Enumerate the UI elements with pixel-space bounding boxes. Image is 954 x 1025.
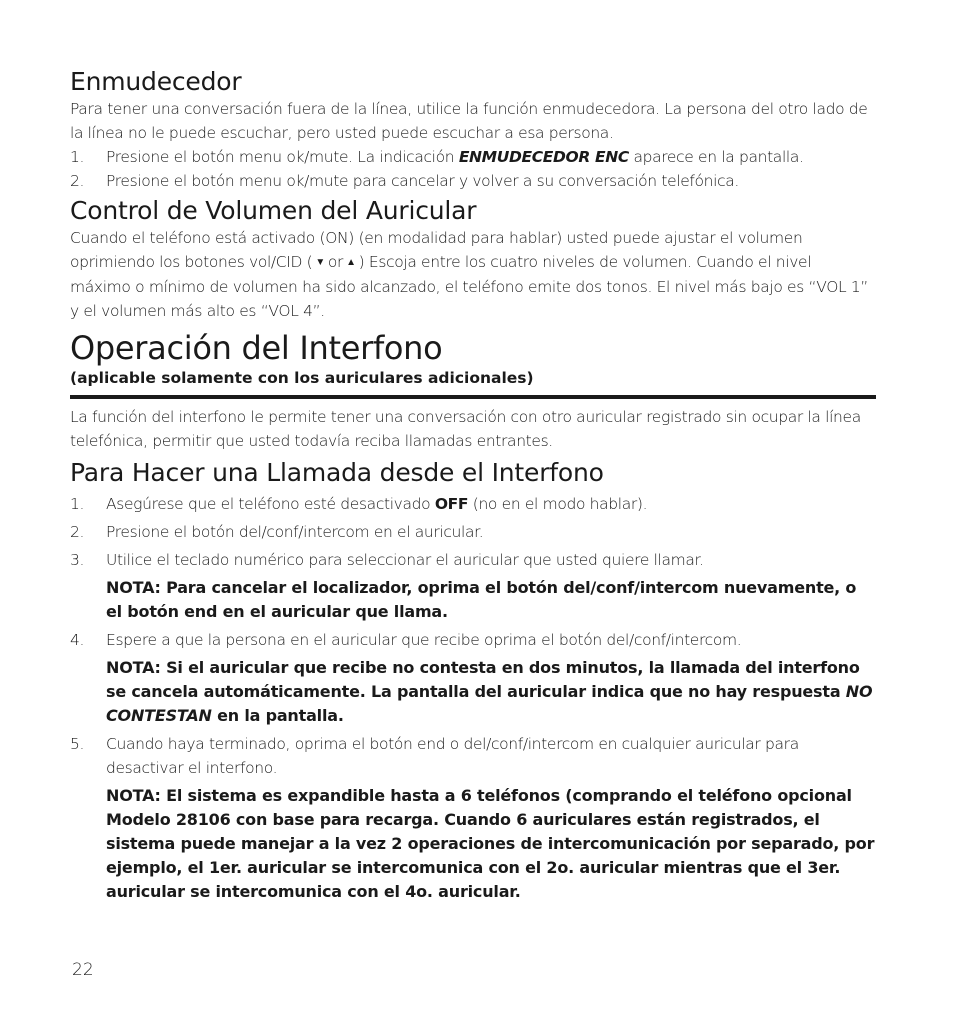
list-item: 1. Presione el botón menu ok/mute. La indicación ENMUDECEDOR ENC aparece en la pantalla. bbox=[70, 148, 804, 166]
list-item: 5. Cuando haya terminado, oprima el botón end o del/conf/intercom en cualquier auricular para desactivar el interfono. NOTA: El sistema es expandible hasta a 6 teléfonos (comprando el teléfono opcional Modelo 28106 con base para recarga. Cuando 6 auriculares están registrados, el sistema puede manejar a la vez 2 operaciones de intercomunicación por separado, por ejemplo, el 1er. auricular se intercomunica con el 2o. auricular mientras que el 3er. auricular se intercomunica con el 4o. auricular. bbox=[70, 732, 876, 904]
display-indicator: ENMUDECEDOR ENC bbox=[458, 148, 629, 166]
enmudecedor-steps bbox=[70, 145, 876, 193]
note: NOTA: Si el auricular que recibe no contesta en dos minutos, la llamada del interfono se cancela automáticamente. La pantalla del auricular indica que no hay respuesta NO CONTESTAN en la pantalla. bbox=[106, 657, 873, 725]
list-item: 2. Presione el botón del/conf/intercom en el auricular. bbox=[70, 522, 484, 541]
page-number: 22 bbox=[72, 960, 94, 980]
section-title-llamada: Para Hacer una Llamada desde el Interfono bbox=[70, 457, 604, 487]
note: NOTA: Para cancelar el localizador, oprima el botón del/conf/intercom nuevamente, o el botón end en el auricular que llama. bbox=[106, 577, 857, 621]
up-arrow-icon: ▲ bbox=[346, 256, 356, 268]
interfono-intro: La función del interfono le permite tener una conversación con otro auricular registrado sin ocupar la línea telefónica, permitir que usted todavía reciba llamadas entrantes. bbox=[70, 407, 861, 450]
section-title-volumen: Control de Volumen del Auricular bbox=[70, 196, 477, 225]
chapter-title: Operación del Interfono bbox=[70, 328, 443, 367]
section-title-enmudecedor: Enmudecedor bbox=[70, 67, 242, 96]
enmudecedor-intro: Para tener una conversación fuera de la línea, utilice la función enmudecedora. La persona del otro lado de la línea no le puede escuchar, pero usted puede escuchar a esa persona. bbox=[70, 100, 868, 142]
note: NOTA: El sistema es expandible hasta a 6 teléfonos (comprando el teléfono opcional Modelo 28106 con base para recarga. Cuando 6 auriculares están registrados, el sistema puede manejar a la vez 2 operaciones de intercomunicación por separado, por ejemplo, el 1er. auricular se intercomunica con el 2o. auricular mientras que el 3er. auricular se intercomunica con el 4o. auricular. bbox=[106, 785, 875, 901]
list-item: 4. Espere a que la persona en el auricular que recibe oprima el botón del/conf/intercom. NOTA: Si el auricular que recibe no contesta en dos minutos, la llamada del interfono se cancela automáticamente. La pantalla del auricular indica que no hay respuesta NO CONTESTAN en la pantalla. bbox=[70, 628, 876, 728]
llamada-steps bbox=[70, 492, 876, 904]
page-content bbox=[70, 66, 876, 904]
chapter-subtitle: (aplicable solamente con los auriculares adicionales) bbox=[70, 367, 876, 399]
list-item: 2. Presione el botón menu ok/mute para cancelar y volver a su conversación telefónica. bbox=[70, 172, 739, 190]
list-item: 1. Asegúrese que el teléfono esté desactivado OFF (no en el modo hablar). bbox=[70, 494, 648, 513]
down-arrow-icon: ▼ bbox=[315, 256, 325, 268]
volumen-text: Cuando el teléfono está activado (ON) (en modalidad para hablar) usted puede ajustar el volumen oprimiendo los botones vol/CID ( ▼ or ▲ ) Escoja entre los cuatro niveles de volumen. Cuando el nivel máximo o mínimo de volumen ha sido alcanzado, el teléfono emite dos tonos. El nivel más bajo es “VOL 1” y el volumen más alto es “VOL 4”. bbox=[70, 229, 869, 320]
list-item: 3. Utilice el teclado numérico para seleccionar el auricular que usted quiere llamar. NOTA: Para cancelar el localizador, oprima el botón del/conf/intercom nuevamente, o el botón end en el auricular que llama. bbox=[70, 548, 876, 624]
